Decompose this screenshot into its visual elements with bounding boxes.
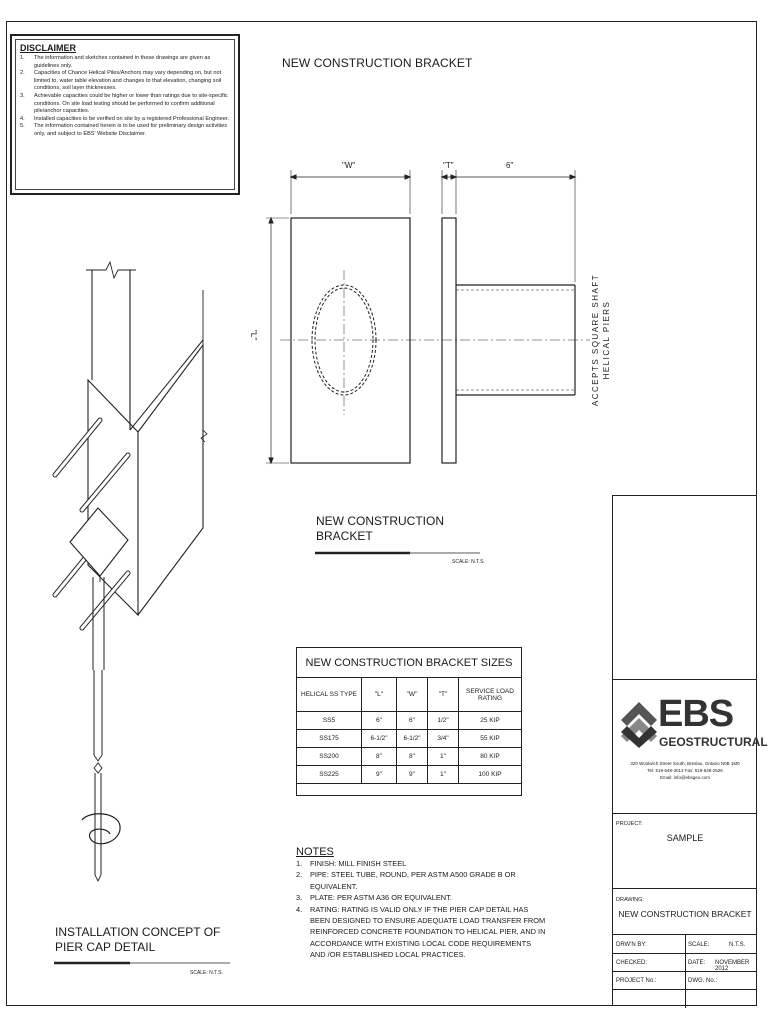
disclaimer-item: 2. Capacities of Chance Helical Piles/Anchors may vary depending on, but not limited to, water table elevation and changes to that elevation, changing soil conditions, soil layer thicknesses. — [20, 70, 222, 92]
info-grid — [613, 934, 757, 1007]
disclaimer-item: 4. Installed capacities to be verified on site by a registered Professional Engineer. — [20, 115, 229, 122]
dimension-6in: 6" — [506, 161, 514, 170]
date-label: DATE: — [688, 960, 706, 966]
table-header-row: HELICAL SS TYPE "L" "W" "T" SERVICE LOAD RATING — [297, 678, 522, 712]
note-item: 3. PLATE: PER ASTM A36 OR EQUIVALENT. — [296, 893, 452, 903]
date-value: NOVEMBER 2012 — [715, 960, 750, 972]
drawing-value: NEW CONSTRUCTION BRACKET — [618, 909, 752, 919]
install-caption: INSTALLATION CONCEPT OF PIER CAP DETAIL — [55, 925, 221, 954]
logo-sub-text: GEOSTRUCTURAL — [659, 735, 768, 749]
disclaimer-item: 3. Achievable capacities could be higher or lower than ratings due to site-specific conditions. On site load testing should be performed to confirm additional pile/anchor capacities. — [20, 92, 228, 115]
disclaimer-title: DISCLAIMER — [20, 43, 76, 53]
disclaimer-item: 1. The information and sketches contained in these drawings are given as guidelines only. — [20, 55, 211, 69]
drawing-title: NEW CONSTRUCTION BRACKET — [282, 56, 473, 70]
note-item: 1. FINISH: MILL FINISH STEEL — [296, 859, 407, 868]
dimension-t: "T" — [443, 161, 454, 170]
note-item: 2. PIPE: STEEL TUBE, ROUND, PER ASTM A500 GRADE B OR EQUIVALENT. — [296, 870, 516, 891]
company-logo-area — [613, 679, 768, 814]
checked-label: CHECKED: — [616, 960, 648, 966]
sizes-table-wrap — [296, 647, 522, 796]
note-item: 4. RATING: RATING IS VALID ONLY IF THE PIER CAP DETAIL HAS BEEN DESIGNED TO ENSURE ADEQUATE LOAD TRANSFER FROM REINFORCED CONCRETE FOUNDATION TO HELICAL PIER, AND IN ACCORDANCE WITH EXISTING LOCAL CODE REQUIREMENTS AND /OR ESTABLISHED LOCAL PRACTICES. — [296, 904, 546, 960]
bracket-caption: NEW CONSTRUCTION BRACKET — [316, 514, 444, 543]
dimension-w: "W" — [342, 161, 356, 170]
sizes-table-title: NEW CONSTRUCTION BRACKET SIZES — [297, 648, 522, 678]
shaft-note: ACCEPTS SQUARE SHAFT HELICAL PIERS — [591, 273, 611, 407]
drawing-label: DRAWING: — [616, 897, 644, 903]
dwg-no-label: DWG. No.: — [688, 978, 718, 984]
notes-title: NOTES — [296, 846, 334, 858]
table-row: SS175 6-1/2" 6-1/2" 3/4" 55 KIP — [297, 730, 522, 748]
project-value: SAMPLE — [666, 833, 704, 843]
install-scale: SCALE: N.T.S. — [190, 970, 223, 976]
logo-main-text: EBS — [658, 693, 734, 735]
table-row: SS200 8" 8" 1" 80 KIP — [297, 748, 522, 766]
scale-label: SCALE: — [688, 942, 710, 948]
notes-section — [296, 846, 546, 961]
project-label: PROJECT: — [616, 821, 643, 827]
sizes-table — [296, 647, 522, 796]
title-block — [612, 495, 768, 1006]
company-contact: 320 Woolwich Street South, Breslau, Ontario N0B 1M0 Tel: 519-648-3013 Fax: 519-648-2526 Email: info@ebsgeo.com — [630, 761, 740, 780]
dimension-l: "L" — [249, 330, 258, 341]
table-row: SS5 6" 6" 1/2" 25 KIP — [297, 712, 522, 730]
bracket-scale: SCALE: N.T.S. — [452, 559, 485, 565]
ebs-logo-icon — [619, 700, 659, 748]
disclaimer-item: 5. The information contained herein is to be used for preliminary design activities only, and subject to EBS' Website Disclaimer. — [20, 123, 228, 137]
scale-value: N.T.S. — [729, 942, 746, 948]
drawn-by-label: DRW'N BY: — [616, 942, 647, 948]
table-row: SS225 9" 9" 1" 100 KIP — [297, 766, 522, 784]
project-no-label: PROJECT No.: — [616, 978, 657, 984]
